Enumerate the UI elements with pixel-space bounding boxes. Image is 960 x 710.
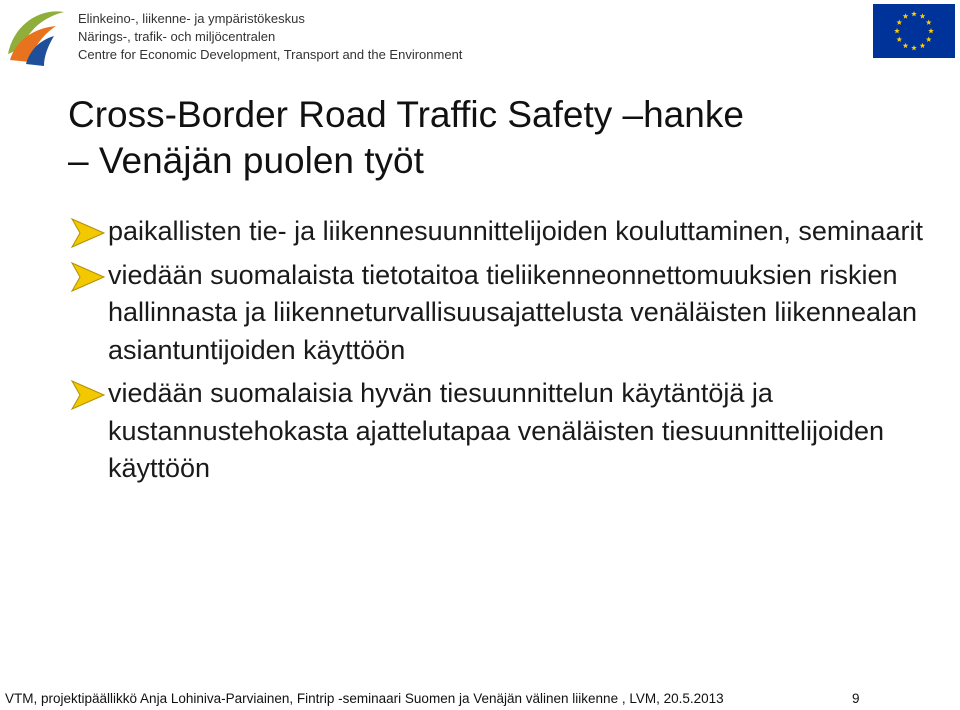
org-name-en: Centre for Economic Development, Transport and the Environment (78, 47, 463, 62)
bullet-list (70, 213, 950, 494)
bullet-text: viedään suomalaisia hyvän tiesuunnittelun käytäntöjä ja kustannustehokasta ajattelutapaa venäläisten tiesuunnittelijoiden käyttöön (108, 378, 885, 483)
arrowhead-bullet-icon (70, 379, 106, 411)
org-name-fi: Elinkeino-, liikenne- ja ympäristökeskus (78, 11, 305, 26)
bullet-text: viedään suomalaista tietotaitoa tieliikenneonnettomuuksien riskien hallinnasta ja liikenneturvallisuusajattelusta venäläisten liikennealan asiantuntijoiden käyttöön (108, 259, 918, 365)
bullet-item (70, 213, 950, 251)
title-line-2: – Venäjän puolen työt (68, 140, 424, 181)
slide-title (68, 92, 744, 184)
org-name-sv: Närings-, trafik- och miljöcentralen (78, 29, 276, 44)
ely-logo-icon (4, 4, 68, 68)
bullet-item (70, 375, 950, 488)
title-line-1: Cross-Border Road Traffic Safety –hanke (68, 94, 744, 135)
bullet-text: paikallisten tie- ja liikennesuunnittelijoiden kouluttaminen, seminaarit (108, 216, 923, 246)
organization-name (78, 10, 462, 64)
slide-footer: VTM, projektipäällikkö Anja Lohiniva-Parviainen, Fintrip -seminaari Suomen ja Venäjän välinen liikenne , LVM, 20.5.2013 (5, 691, 724, 706)
bullet-item (70, 257, 950, 370)
page-number: 9 (852, 691, 860, 706)
arrowhead-bullet-icon (70, 261, 106, 293)
eu-flag-icon (873, 4, 955, 58)
arrowhead-bullet-icon (70, 217, 106, 249)
